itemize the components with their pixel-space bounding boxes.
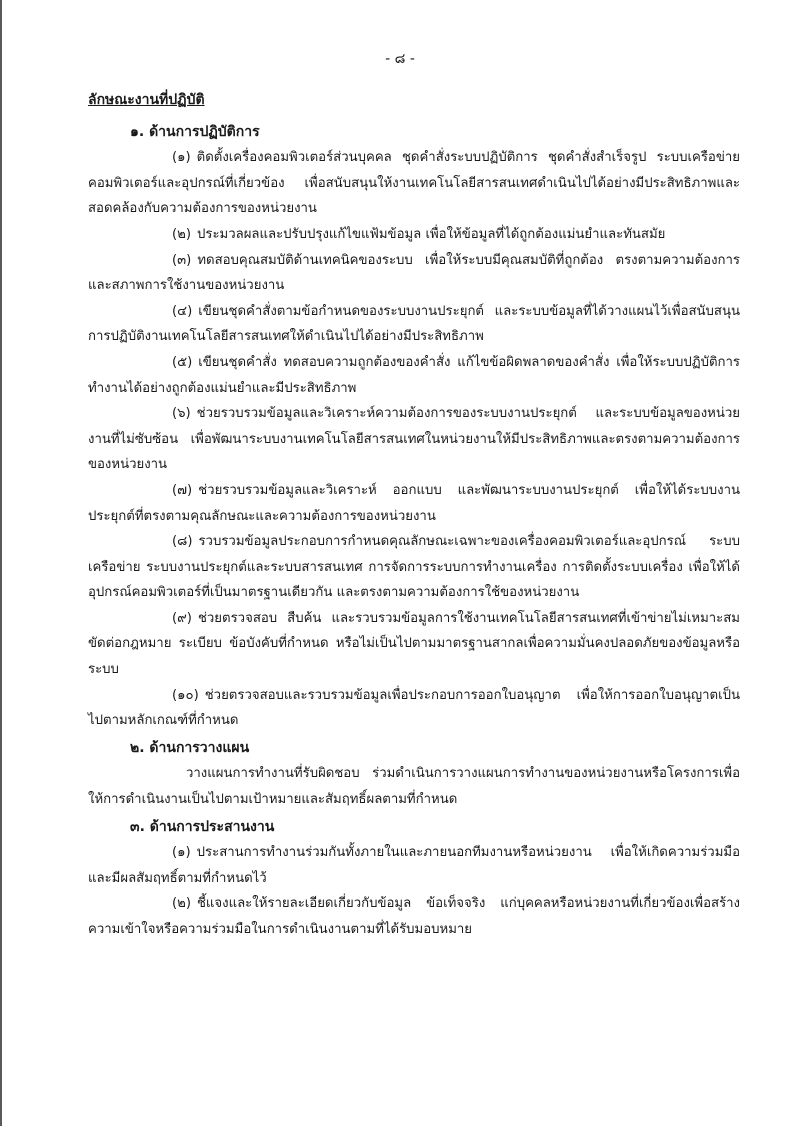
item-text: ช่วยรวบรวมข้อมูลและวิเคราะห์ความต้องการของระบบงานประยุกต์ และระบบข้อมูลของหน่วยงานที่ไม่ซับซ้อน เพื่อพัฒนาระบบงานเทคโนโลยีสารสนเทศในหน่วยงานให้มีประสิทธิภาพและตรงตามความต้องการของหน่วยงาน — [88, 406, 740, 473]
item-text: เขียนชุดคำสั่งตามข้อกำหนดของระบบงานประยุกต์ และระบบข้อมูลที่ได้วางแผนไว้เพื่อสนับสนุนการปฏิบัติงานเทคโนโลยีสารสนเทศให้ดำเนินไปได้อย่างมีประสิทธิภาพ — [88, 303, 740, 345]
item-number: (๖) — [172, 406, 191, 422]
page-number: - ๘ - — [385, 51, 415, 67]
item-number: (๑๐) — [172, 687, 199, 703]
item-number: (๒) — [172, 226, 191, 242]
document-heading: ลักษณะงานที่ปฏิบัติ — [88, 92, 205, 108]
scan-border — [0, 0, 2, 1126]
list-item — [88, 401, 740, 478]
item-text: ทดสอบคุณสมบัติด้านเทคนิคของระบบ เพื่อให้ระบบมีคุณสมบัติที่ถูกต้อง ตรงตามความต้องการและสภาพการใช้งานของหน่วยงาน — [88, 252, 740, 294]
item-text: ช่วยตรวจสอบและรวบรวมข้อมูลเพื่อประกอบการออกใบอนุญาต เพื่อให้การออกใบอนุญาตเป็นไปตามหลักเกณฑ์ที่กำหนด — [88, 687, 740, 729]
list-item — [88, 891, 740, 942]
section-planning — [88, 736, 740, 813]
item-text: ช่วยตรวจสอบ สืบค้น และรวบรวมข้อมูลการใช้งานเทคโนโลยีสารสนเทศที่เข้าข่ายไม่เหมาะสม ขัดต่อกฎหมาย ระเบียบ ข้อบังคับที่กำหนด หรือไม่เป็นไปตามมาตรฐานสากลเพื่อความมั่นคงปลอดภัยของข้อมูลหรือระบบ — [88, 610, 740, 678]
item-number: (๔) — [172, 303, 193, 319]
item-text: เขียนชุดคำสั่ง ทดสอบความถูกต้องของคำสั่ง แก้ไขข้อผิดพลาดของคำสั่ง เพื่อให้ระบบปฏิบัติการทำงานได้อย่างถูกต้องแม่นยำและมีประสิทธิภาพ — [88, 354, 740, 396]
item-text: ประสานการทำงานร่วมกันทั้งภายในและภายนอกทีมงานหรือหน่วยงาน เพื่อให้เกิดความร่วมมือและมีผลสัมฤทธิ์ตามที่กำหนดไว้ — [88, 845, 740, 886]
item-text: ชี้แจงและให้รายละเอียดเกี่ยวกับข้อมูล ข้อเท็จจริง แก่บุคคลหรือหน่วยงานที่เกี่ยวข้องเพื่อสร้างความเข้าใจหรือความร่วมมือในการดำเนินงานตามที่ได้รับมอบหมาย — [88, 896, 740, 937]
list-item — [88, 222, 740, 248]
list-item — [88, 606, 740, 683]
list-item — [88, 840, 740, 891]
list-item — [88, 350, 740, 401]
item-number: (๙) — [172, 610, 192, 626]
list-item — [88, 248, 740, 299]
section-title: ๒. ด้านการวางแผน — [130, 739, 250, 756]
item-text: ช่วยรวบรวมข้อมูลและวิเคราะห์ ออกแบบ และพัฒนาระบบงานประยุกต์ เพื่อให้ได้ระบบงานประยุกต์ที่ตรงตามคุณลักษณะและความต้องการของหน่วยงาน — [88, 482, 740, 524]
item-number: (๑) — [172, 150, 191, 166]
document-body — [88, 88, 740, 943]
item-text: รวบรวมข้อมูลประกอบการกำหนดคุณลักษณะเฉพาะของเครื่องคอมพิวเตอร์และอุปกรณ์ ระบบเครือข่าย ระบบงานประยุกต์และระบบสารสนเทศ การจัดการระบบการทำงานเครื่อง การติดตั้งระบบเครื่อง เพื่อให้ได้อุปกรณ์คอมพิวเตอร์ที่เป็นมาตรฐานเดียวกัน และตรงตามความต้องการใช้ของหน่วยงาน — [88, 534, 740, 601]
list-item — [88, 145, 740, 222]
item-number: (๑) — [172, 845, 191, 861]
item-number: (๘) — [172, 534, 193, 550]
section-title: ๑. ด้านการปฏิบัติการ — [130, 123, 260, 140]
list-item — [88, 478, 740, 529]
item-text: ติดตั้งเครื่องคอมพิวเตอร์ส่วนบุคคล ชุดคำสั่งระบบปฏิบัติการ ชุดคำสั่งสำเร็จรูป ระบบเครือข่ายคอมพิวเตอร์และอุปกรณ์ที่เกี่ยวข้อง เพื่อสนับสนุนให้งานเทคโนโลยีสารสนเทศดำเนินไปได้อย่างมีประสิทธิภาพและสอดคล้องกับความต้องการของหน่วยงาน — [88, 150, 740, 217]
section-operations — [88, 120, 740, 734]
list-item — [88, 529, 740, 606]
item-number: (๓) — [172, 252, 192, 268]
section-coordination — [88, 815, 740, 943]
item-text: ประมวลผลและปรับปรุงแก้ไขแฟ้มข้อมูล เพื่อให้ข้อมูลที่ได้ถูกต้องแม่นยำและทันสมัย — [196, 226, 666, 242]
section-title: ๓. ด้านการประสานงาน — [130, 818, 275, 835]
item-number: (๕) — [172, 354, 193, 370]
list-item — [88, 683, 740, 734]
list-item — [88, 299, 740, 350]
section-body: วางแผนการทำงานที่รับผิดชอบ ร่วมดำเนินการวางแผนการทำงานของหน่วยงานหรือโครงการเพื่อให้การดำเนินงานเป็นไปตามเป้าหมายและสัมฤทธิ์ผลตามที่กำหนด — [88, 766, 740, 808]
item-number: (๗) — [172, 482, 193, 498]
item-number: (๒) — [172, 896, 191, 912]
